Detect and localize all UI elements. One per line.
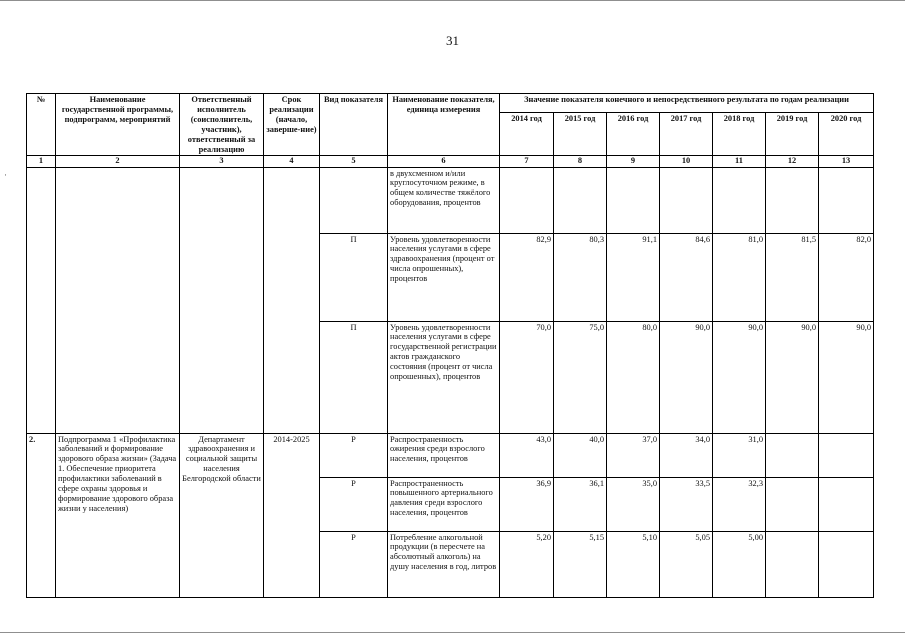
subprogram-name: Подпрограмма 1 «Профилактика заболеваний и формирование здорового образа жизни» (Задача 1. Обеспечение приоритета профилактики заболеваний в сфере охраны здоровья и формирование здорового образа жизни у населения) bbox=[56, 433, 180, 597]
indicator-type: Р bbox=[320, 531, 388, 597]
header-indicator-name: Наименование показателя, единица измерения bbox=[388, 94, 500, 156]
value-cell: 34,0 bbox=[660, 433, 713, 477]
value-cell bbox=[713, 167, 766, 233]
value-cell: 82,0 bbox=[819, 233, 874, 321]
table-header-row bbox=[27, 94, 874, 113]
column-number: 6 bbox=[388, 156, 500, 167]
value-cell: 5,15 bbox=[554, 531, 607, 597]
scan-edge-bottom bbox=[0, 632, 905, 633]
header-year: 2019 год bbox=[766, 113, 819, 156]
value-cell bbox=[660, 167, 713, 233]
value-cell: 80,3 bbox=[554, 233, 607, 321]
responsible-executor: Департамент здравоохранения и социальной защиты населения Белгородской области bbox=[180, 433, 264, 597]
value-cell bbox=[819, 477, 874, 531]
value-cell bbox=[819, 433, 874, 477]
value-cell bbox=[766, 531, 819, 597]
value-cell: 90,0 bbox=[819, 321, 874, 433]
indicator-type: П bbox=[320, 321, 388, 433]
value-cell: 82,9 bbox=[500, 233, 554, 321]
value-cell bbox=[607, 167, 660, 233]
value-cell: 36,9 bbox=[500, 477, 554, 531]
value-cell: 5,00 bbox=[713, 531, 766, 597]
indicators-table bbox=[26, 93, 874, 598]
column-number: 2 bbox=[56, 156, 180, 167]
scan-edge-top bbox=[0, 0, 905, 1]
header-year: 2016 год bbox=[607, 113, 660, 156]
value-cell bbox=[766, 433, 819, 477]
value-cell bbox=[766, 477, 819, 531]
value-cell: 32,3 bbox=[713, 477, 766, 531]
value-cell: 84,6 bbox=[660, 233, 713, 321]
value-cell: 91,1 bbox=[607, 233, 660, 321]
header-program-name: Наименование государственной программы, подпрограмм, мероприятий bbox=[56, 94, 180, 156]
value-cell: 40,0 bbox=[554, 433, 607, 477]
value-cell: 5,10 bbox=[607, 531, 660, 597]
value-cell bbox=[500, 167, 554, 233]
column-number: 8 bbox=[554, 156, 607, 167]
indicator-name: Распространенность ожирения среди взрослого населения, процентов bbox=[388, 433, 500, 477]
value-cell: 35,0 bbox=[607, 477, 660, 531]
table-row bbox=[27, 433, 874, 477]
table-row bbox=[27, 167, 874, 233]
indicator-name: Уровень удовлетворенности населения услугами в сфере здравоохранения (процент от числа опрошенных), процентов bbox=[388, 233, 500, 321]
cell-period-empty bbox=[264, 167, 320, 433]
cell-program-empty bbox=[56, 167, 180, 433]
header-indicator-type: Вид показателя bbox=[320, 94, 388, 156]
value-cell: 5,20 bbox=[500, 531, 554, 597]
scan-mark-left: · bbox=[4, 170, 7, 180]
column-number: 10 bbox=[660, 156, 713, 167]
indicator-type: Р bbox=[320, 433, 388, 477]
header-year: 2014 год bbox=[500, 113, 554, 156]
value-cell: 36,1 bbox=[554, 477, 607, 531]
page-number: 31 bbox=[446, 33, 459, 48]
column-number: 1 bbox=[27, 156, 56, 167]
value-cell: 80,0 bbox=[607, 321, 660, 433]
header-year: 2020 год bbox=[819, 113, 874, 156]
header-period: Срок реализации (начало, заверше-ние) bbox=[264, 94, 320, 156]
cell-executor-empty bbox=[180, 167, 264, 433]
value-cell: 37,0 bbox=[607, 433, 660, 477]
value-cell: 90,0 bbox=[660, 321, 713, 433]
column-number: 11 bbox=[713, 156, 766, 167]
indicator-type: П bbox=[320, 233, 388, 321]
value-cell: 31,0 bbox=[713, 433, 766, 477]
value-cell: 70,0 bbox=[500, 321, 554, 433]
value-cell: 81,5 bbox=[766, 233, 819, 321]
indicator-name: Потребление алкогольной продукции (в пересчете на абсолютный алкоголь) на душу населения в год, литров bbox=[388, 531, 500, 597]
header-year: 2017 год bbox=[660, 113, 713, 156]
column-number: 7 bbox=[500, 156, 554, 167]
column-number: 13 bbox=[819, 156, 874, 167]
column-number: 5 bbox=[320, 156, 388, 167]
header-executor: Ответственный исполнитель (соисполнитель, участник), ответственный за реализацию bbox=[180, 94, 264, 156]
header-year: 2015 год bbox=[554, 113, 607, 156]
section-number: 2. bbox=[27, 433, 56, 597]
column-numbers-row bbox=[27, 156, 874, 167]
indicator-type: Р bbox=[320, 477, 388, 531]
column-number: 3 bbox=[180, 156, 264, 167]
indicator-type bbox=[320, 167, 388, 233]
implementation-period: 2014-2025 bbox=[264, 433, 320, 597]
header-values-by-year: Значение показателя конечного и непосредственного результата по годам реализации bbox=[500, 94, 874, 113]
value-cell: 90,0 bbox=[713, 321, 766, 433]
value-cell: 81,0 bbox=[713, 233, 766, 321]
cell-number-empty bbox=[27, 167, 56, 433]
header-number: № bbox=[27, 94, 56, 156]
indicator-name: в двухсменном и/или круглосуточном режиме, в общем количестве тяжёлого оборудования, процентов bbox=[388, 167, 500, 233]
value-cell: 5,05 bbox=[660, 531, 713, 597]
value-cell bbox=[766, 167, 819, 233]
value-cell: 33,5 bbox=[660, 477, 713, 531]
column-number: 4 bbox=[264, 156, 320, 167]
column-number: 9 bbox=[607, 156, 660, 167]
value-cell: 90,0 bbox=[766, 321, 819, 433]
column-number: 12 bbox=[766, 156, 819, 167]
indicator-name: Уровень удовлетворенности населения услугами в сфере государственной регистрации актов гражданского состояния (процент от числа опрошенных), процентов bbox=[388, 321, 500, 433]
value-cell bbox=[819, 531, 874, 597]
header-year: 2018 год bbox=[713, 113, 766, 156]
value-cell bbox=[819, 167, 874, 233]
value-cell bbox=[554, 167, 607, 233]
value-cell: 75,0 bbox=[554, 321, 607, 433]
indicator-name: Распространенность повышенного артериального давления среди взрослого населения, процентов bbox=[388, 477, 500, 531]
value-cell: 43,0 bbox=[500, 433, 554, 477]
